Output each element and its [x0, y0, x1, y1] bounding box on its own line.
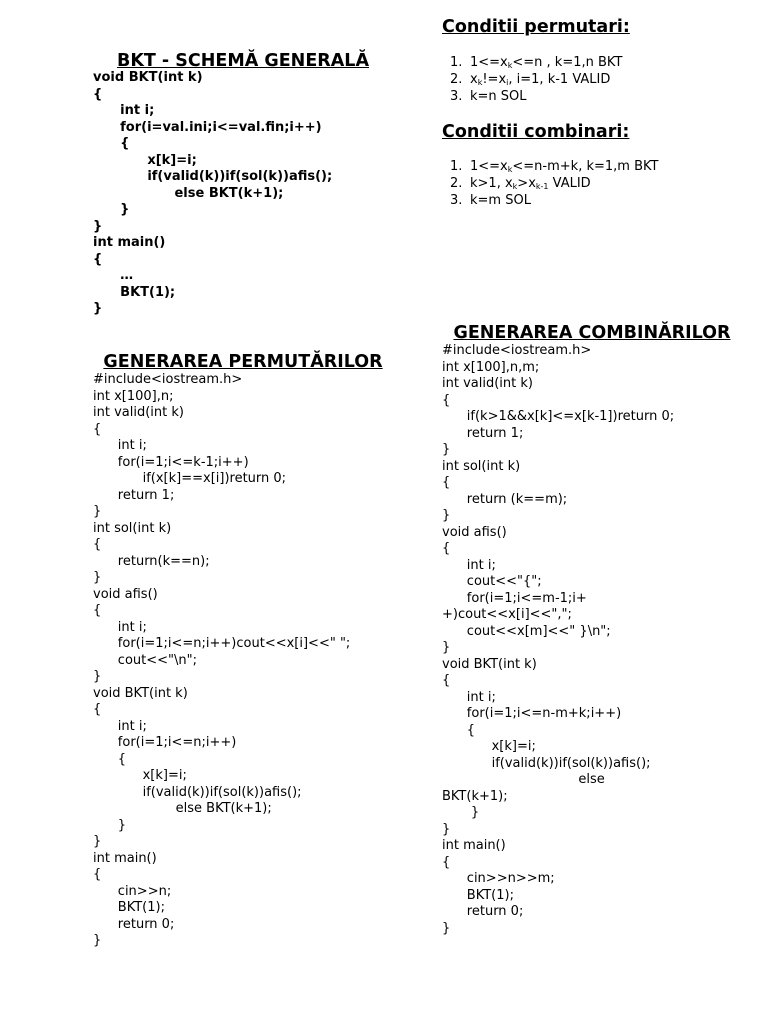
condition-number: 3.: [450, 89, 463, 104]
subscript: k: [507, 61, 513, 70]
subscript: k: [512, 182, 518, 191]
subscript: i: [506, 78, 509, 87]
condition-item: 2. $x_k!=x_i$, i=1, k-1 VALID: [450, 72, 611, 87]
condition-number: 3.: [450, 193, 463, 208]
permutari-cond-title: Conditii permutari:: [442, 17, 630, 37]
schema-title: BKT - SCHEMĂ GENERALĂ: [116, 51, 369, 71]
schema-code: void BKT(int k) { int i; for(i=val.ini;i<=val.fin;i++) { x[k]=i; if(valid(k))if(sol(k))afis(); else BKT(k+1); } } int main() { … BKT(1); }: [93, 70, 333, 316]
combinari-title: GENERAREA COMBINĂRILOR: [453, 323, 731, 343]
subscript: k: [507, 165, 513, 174]
condition-item: 2. k>1, $x_k>x_{k-1}$ VALID: [450, 176, 591, 191]
condition-number: 1.: [450, 159, 463, 174]
condition-item: 1. $1<=x_k<=n-m+k$, k=1,m BKT: [450, 159, 659, 174]
condition-item: 3. k=n SOL: [450, 89, 527, 104]
combinari-code: #include<iostream.h> int x[100],n,m; int valid(int k) { if(k>1&&x[k]<=x[k-1])return 0; return 1; } int sol(int k) { return (k==m); } void afis() { int i; cout<<"{"; for(i=1;i<=m-1;i+ +)cout<<x[i]<<","; cout<<x[m]<<" }\n"; } void BKT(int k) { int i; for(i=1;i<=n-m+k;i++) { x[k]=i; if(valid(k))if(sol(k))afis(); else BKT(k+1); } } int main() { cin>>n>>m; BKT(1); return 0; }: [442, 343, 675, 936]
combinari-cond-list: [442, 158, 658, 209]
subscript: k-1: [535, 182, 549, 191]
condition-item: 1. $1<=x_k<=n$ , k=1,n BKT: [450, 55, 623, 70]
combinari-cond-title: Conditii combinari:: [442, 122, 630, 142]
condition-number: 2.: [450, 176, 463, 191]
condition-number: 2.: [450, 72, 463, 87]
permutari-code: #include<iostream.h> int x[100],n; int valid(int k) { int i; for(i=1;i<=k-1;i++) if(x[k]==x[i])return 0; return 1; } int sol(int k) { return(k==n); } void afis() { int i; for(i=1;i<=n;i++)cout<<x[i]<<" "; cout<<"\n"; } void BKT(int k) { int i; for(i=1;i<=n;i++) { x[k]=i; if(valid(k))if(sol(k))afis(); else BKT(k+1); } } int main() { cin>>n; BKT(1); return 0; }: [93, 372, 351, 948]
subscript: k: [477, 78, 483, 87]
condition-number: 1.: [450, 55, 463, 70]
permutari-cond-list: [442, 54, 622, 105]
permutari-title: GENERAREA PERMUTĂRILOR: [103, 352, 383, 372]
condition-item: 3. k=m SOL: [450, 193, 531, 208]
